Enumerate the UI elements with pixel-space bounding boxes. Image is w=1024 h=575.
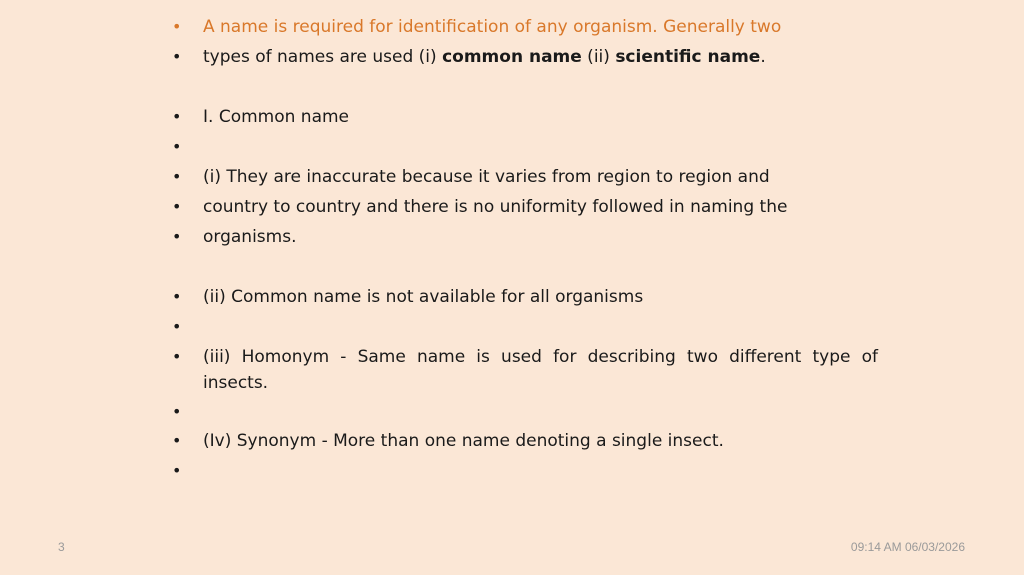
bullet-text: (i) They are inaccurate because it varies from region to region and [203,167,770,187]
bold-term-common-name: common name [442,47,582,67]
bullet-dot: • [172,17,182,36]
footer-timestamp: 09:14 AM 06/03/2026 [850,540,965,554]
bullet-text: I. Common name [203,107,350,127]
bullet-dot: • [172,317,182,336]
bullet-text: organisms. [203,227,297,247]
bullet-dot: • [172,402,182,421]
bullet-text: (Iv) Synonym - More than one name denoting a single insect. [203,431,724,451]
bullet-dot: • [172,107,182,126]
bullet-text: (ii) Common name is not available for all organisms [203,287,644,307]
bullet-dot: • [172,287,182,306]
bullet-text: (iii) Homonym - Same name is used for describing two different type of insects. [203,347,878,393]
bold-term-scientific-name: scientific name [615,47,761,67]
bullet-text: A name is required for identification of any organism. Generally two [203,17,782,37]
text-run: . [760,47,766,67]
bullet-dot: • [172,227,182,246]
bullet-dot: • [172,431,182,450]
bullet-dot: • [172,137,182,156]
bullet-dot: • [172,347,182,366]
bullet-text: country to country and there is no uniformity followed in naming the [203,197,788,217]
slide-number: 3 [58,540,65,554]
text-run: (ii) [581,47,616,67]
bullet-dot: • [172,47,182,66]
bullet-dot: • [172,461,182,480]
bullet-text [203,44,878,70]
bullet-dot: • [172,167,182,186]
text-run: types of names are used (i) [203,47,443,67]
bullet-dot: • [172,197,182,216]
